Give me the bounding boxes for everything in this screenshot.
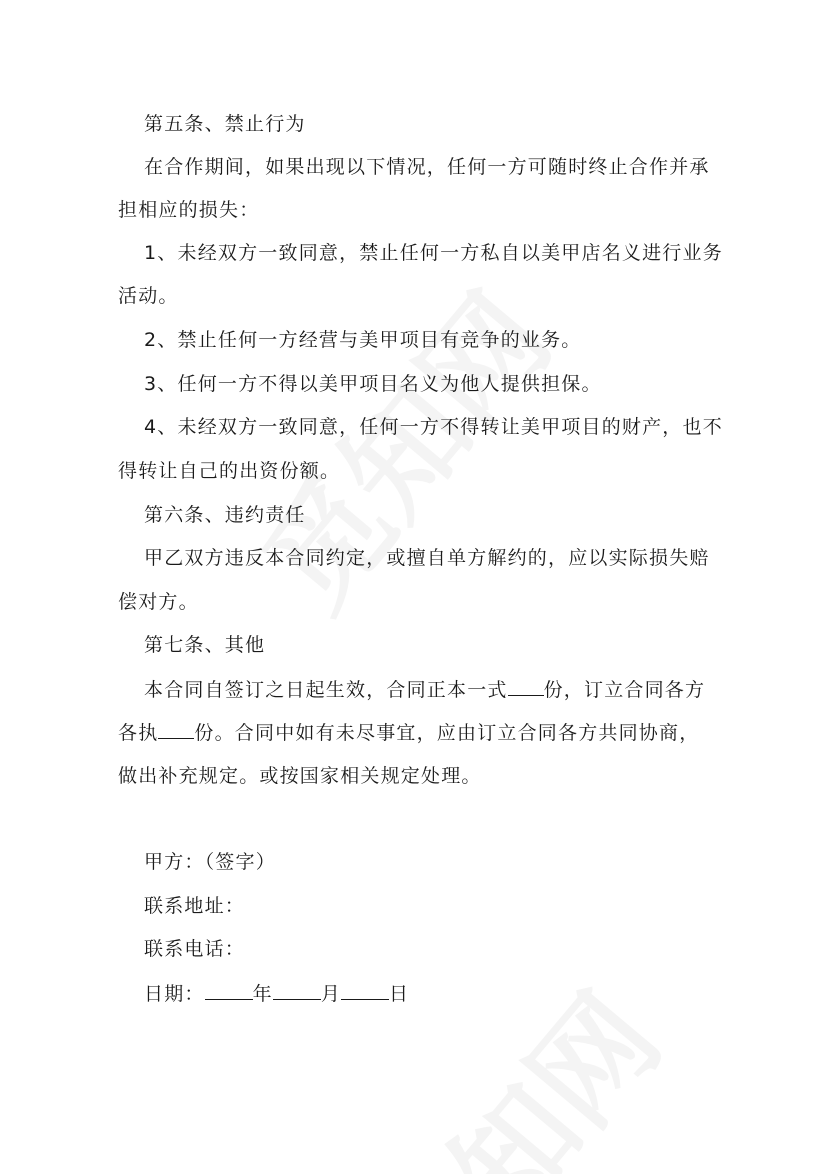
text-segment: 份，订立合同各方: [543, 679, 706, 701]
signing-date: [144, 981, 409, 1006]
paragraph-line: 甲乙双方违反本合同约定，或擅自单方解约的，应以实际损失赔: [144, 547, 710, 569]
year-blank: [205, 981, 253, 1000]
party-a-signature: 甲方：（签字）: [144, 851, 276, 873]
text-segment: 本合同自签订之日起生效，合同正本一式: [144, 679, 508, 701]
paragraph-line: [144, 677, 705, 702]
contact-address: 联系地址：: [144, 895, 246, 917]
text-segment: 份。合同中如有未尽事宜，应由订立合同各方共同协商，: [194, 722, 700, 744]
month-label: 月: [320, 983, 342, 1005]
date-label: 日期：: [144, 983, 205, 1005]
paragraph-line: [118, 720, 699, 745]
year-label: 年: [252, 983, 273, 1005]
paragraph-line: 偿对方。: [118, 591, 199, 613]
copies-blank: [508, 677, 544, 696]
day-label: 日: [389, 983, 410, 1005]
list-item-2: 2、禁止任何一方经营与美甲项目有竞争的业务。: [144, 329, 582, 351]
month-blank: [273, 981, 321, 1000]
article-6-heading: 第六条、违约责任: [144, 504, 306, 526]
list-item-4: 4、未经双方一致同意，任何一方不得转让美甲项目的财产，也不: [144, 416, 723, 438]
day-blank: [341, 981, 389, 1000]
copies-each-blank: [158, 720, 194, 739]
article-5-heading: 第五条、禁止行为: [144, 113, 306, 135]
contact-phone: 联系电话：: [144, 938, 246, 960]
text-segment: 各执: [118, 722, 159, 744]
watermark: [218, 253, 581, 639]
paragraph-line: 担相应的损失：: [118, 199, 260, 221]
list-item-3: 3、任何一方不得以美甲项目名义为他人提供担保。: [144, 373, 602, 395]
paragraph-line: 在合作期间，如果出现以下情况，任何一方可随时终止合作并承: [144, 156, 710, 178]
paragraph-line: 做出补充规定。或按国家相关规定处理。: [118, 765, 482, 787]
list-item-1: 1、未经双方一致同意，禁止任何一方私自以美甲店名义进行业务: [144, 242, 723, 264]
article-7-heading: 第七条、其他: [144, 634, 266, 656]
list-item-1-cont: 活动。: [118, 285, 179, 307]
list-item-4-cont: 得转让自己的出资份额。: [118, 460, 341, 482]
